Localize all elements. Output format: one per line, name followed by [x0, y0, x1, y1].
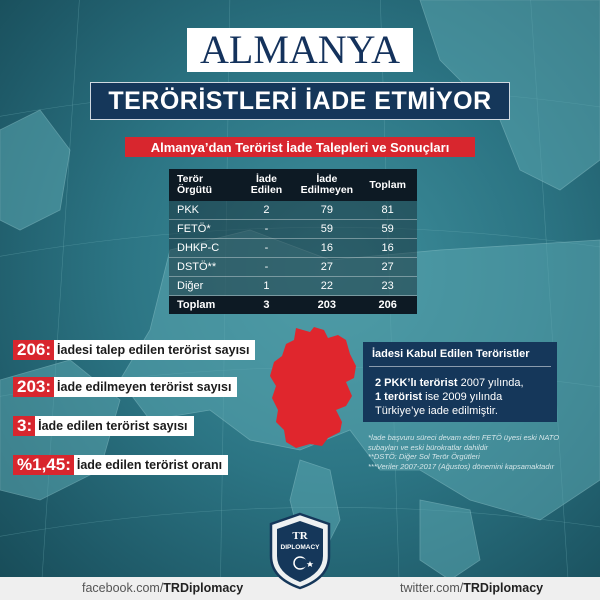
cell-organization: PKK — [169, 201, 237, 220]
stat-label: İadesi talep edilen terörist sayısı — [54, 340, 255, 360]
subtitle-banner — [90, 82, 510, 120]
cell-not-extradited: 16 — [295, 239, 358, 258]
cell-organization: FETÖ* — [169, 220, 237, 239]
facebook-link-prefix: facebook.com/ — [82, 581, 164, 595]
footnote-line: **DSTÖ: Diğer Sol Terör Örgütleri — [368, 452, 480, 461]
cell-organization: Diğer — [169, 277, 237, 296]
cell-organization: DSTÖ** — [169, 258, 237, 277]
cell-total-not-extradited: 203 — [295, 296, 358, 315]
logo-top-text: TR — [292, 530, 308, 542]
cell-total-label: Toplam — [169, 296, 237, 315]
title-banner — [187, 28, 413, 72]
cell-extradited: 1 — [237, 277, 295, 296]
stat-value: 3: — [13, 416, 35, 436]
table-total-row — [169, 296, 417, 315]
cell-extradited: 2 — [237, 201, 295, 220]
footnote-line: *İade başvuru süreci devam eden FETÖ üyesi eski NATO — [368, 433, 560, 442]
cell-not-extradited: 59 — [295, 220, 358, 239]
cell-not-extradited: 27 — [295, 258, 358, 277]
twitter-link-handle: TRDiplomacy — [463, 581, 544, 595]
cell-not-extradited: 22 — [295, 277, 358, 296]
twitter-link[interactable] — [400, 581, 543, 595]
cell-total-total: 206 — [358, 296, 417, 315]
table-section-title: Almanya’dan Terörist İade Talepleri ve Sonuçları — [150, 139, 450, 155]
table-row — [169, 201, 417, 220]
stat-label: İade edilmeyen terörist sayısı — [54, 377, 237, 397]
cell-total-extradited: 3 — [237, 296, 295, 315]
info-box-body — [363, 367, 557, 418]
info-line3: Türkiye’ye iade edilmiştir. — [375, 405, 498, 417]
info-box-title: İadesi Kabul Edilen Teröristler — [369, 342, 551, 367]
cell-total: 16 — [358, 239, 417, 258]
stat-value: 203: — [13, 377, 54, 397]
info-line1-rest: 2007 yılında, — [457, 377, 524, 389]
table-row — [169, 277, 417, 296]
facebook-link-handle: TRDiplomacy — [163, 581, 244, 595]
page-title: ALMANYA — [200, 27, 400, 72]
stat-label: İade edilen terörist oranı — [74, 455, 228, 475]
cell-total: 27 — [358, 258, 417, 277]
cell-total: 81 — [358, 201, 417, 220]
cell-organization: DHKP-C — [169, 239, 237, 258]
facebook-link[interactable] — [82, 581, 243, 595]
column-header-extradited: İade Edilen — [237, 169, 295, 201]
table-row — [169, 239, 417, 258]
cell-not-extradited: 79 — [295, 201, 358, 220]
cell-extradited: - — [237, 258, 295, 277]
column-header-total: Toplam — [358, 169, 417, 201]
footnote-line: subayları ve eski bürokratlar dahildir — [368, 442, 489, 452]
extradition-table — [169, 169, 417, 314]
logo-bottom-text: DIPLOMACY — [280, 544, 320, 551]
stat-rate — [13, 455, 228, 475]
cell-extradited: - — [237, 220, 295, 239]
tr-diplomacy-logo — [265, 512, 335, 590]
table-row — [169, 258, 417, 277]
table-header-row — [169, 169, 417, 201]
info-box — [363, 342, 557, 422]
stat-extradited — [13, 416, 194, 436]
page-subtitle: TERÖRİSTLERİ İADE ETMİYOR — [108, 86, 492, 115]
stat-label: İade edilen terörist sayısı — [35, 416, 193, 436]
column-header-organization: Terör Örgütü — [169, 169, 237, 201]
cell-extradited: - — [237, 239, 295, 258]
twitter-link-prefix: twitter.com/ — [400, 581, 464, 595]
germany-map-icon — [266, 326, 362, 450]
stat-requested — [13, 340, 255, 360]
footnotes — [368, 433, 588, 471]
info-line2-bold: 1 terörist — [375, 391, 423, 403]
table-section-label — [125, 137, 475, 157]
stat-value: %1,45: — [13, 455, 74, 475]
column-header-not-extradited: İade Edilmeyen — [295, 169, 358, 201]
stat-not-extradited — [13, 377, 237, 397]
footnote-line: ***Veriler 2007-2017 (Ağustos) dönemini kapsamaktadır — [368, 461, 555, 471]
stat-value: 206: — [13, 340, 54, 360]
table-row — [169, 220, 417, 239]
info-line2-rest: ise 2009 yılında — [422, 391, 503, 403]
cell-total: 23 — [358, 277, 417, 296]
info-line1-bold: 2 PKK’lı terörist — [375, 377, 458, 389]
cell-total: 59 — [358, 220, 417, 239]
